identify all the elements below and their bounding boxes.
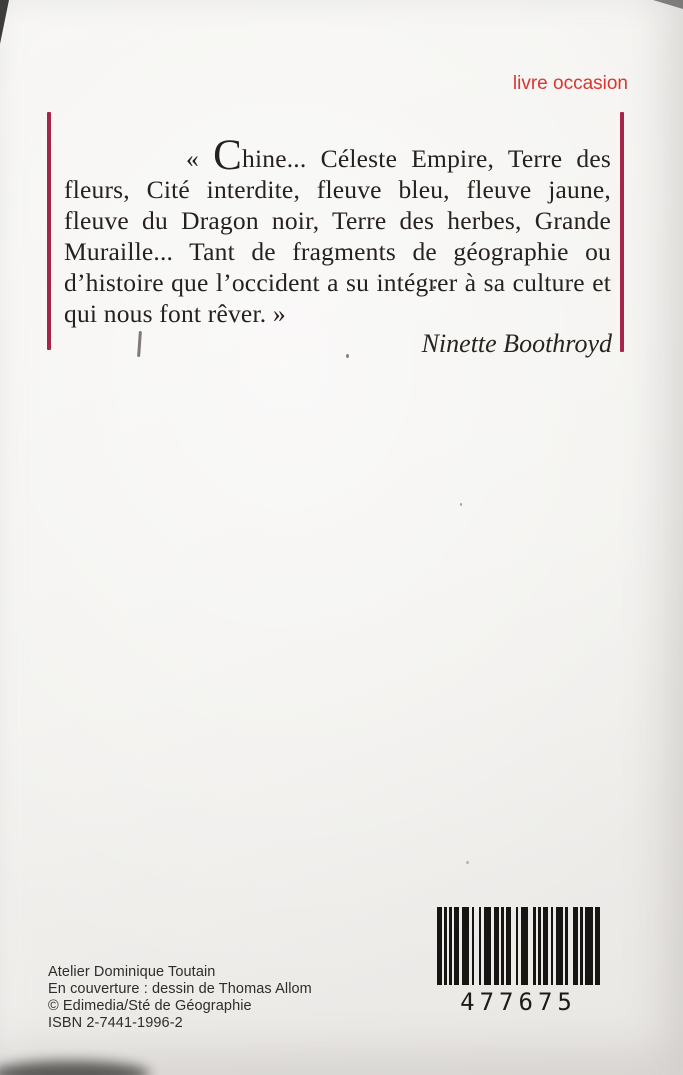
barcode-bars [437,907,600,985]
credit-line-couverture: En couverture : dessin de Thomas Allom [48,981,312,997]
quote-drop-cap: C [213,131,243,179]
credits-block [48,964,312,1032]
photo-corner-top-left [0,0,9,44]
barcode-bar [521,907,528,985]
stray-pen-mark [137,331,141,357]
paper-speck [346,354,349,358]
quote-rule-left [47,112,51,350]
photo-corner-top-right [653,0,683,9]
barcode-bar [585,907,592,985]
barcode-number: 477675 [460,988,577,1016]
barcode-bar [462,907,469,985]
credit-line-isbn: ISBN 2-7441-1996-2 [48,1015,183,1031]
barcode-bar [556,907,563,985]
quote-body: hine... Céleste Empire, Terre des fleurs, Cité interdite, fleuve bleu, fleuve jaune, fleuve du Dragon noir, Terre des herbes, Grande Muraille... Tant de fragments de géographie ou d’histoire que l’occident a su intégrer à sa culture et qui nous font rêver. » [64,143,612,328]
paper-speck [460,503,462,506]
quote-attribution: Ninette Boothroyd [421,329,612,358]
quote-rule-right [620,112,624,352]
barcode [437,907,600,1016]
photo-edge-bottom-left [0,1061,150,1075]
barcode-bar [484,907,491,985]
barcode-bar [595,907,600,985]
seller-label: livre occasion [512,73,628,94]
quote-open-mark: « [186,143,214,173]
back-cover-quote [64,131,612,329]
paper-speck [466,861,469,864]
credit-line-atelier: Atelier Dominique Toutain [48,964,216,980]
credit-line-copyright: © Edimedia/Sté de Géographie [48,998,252,1014]
